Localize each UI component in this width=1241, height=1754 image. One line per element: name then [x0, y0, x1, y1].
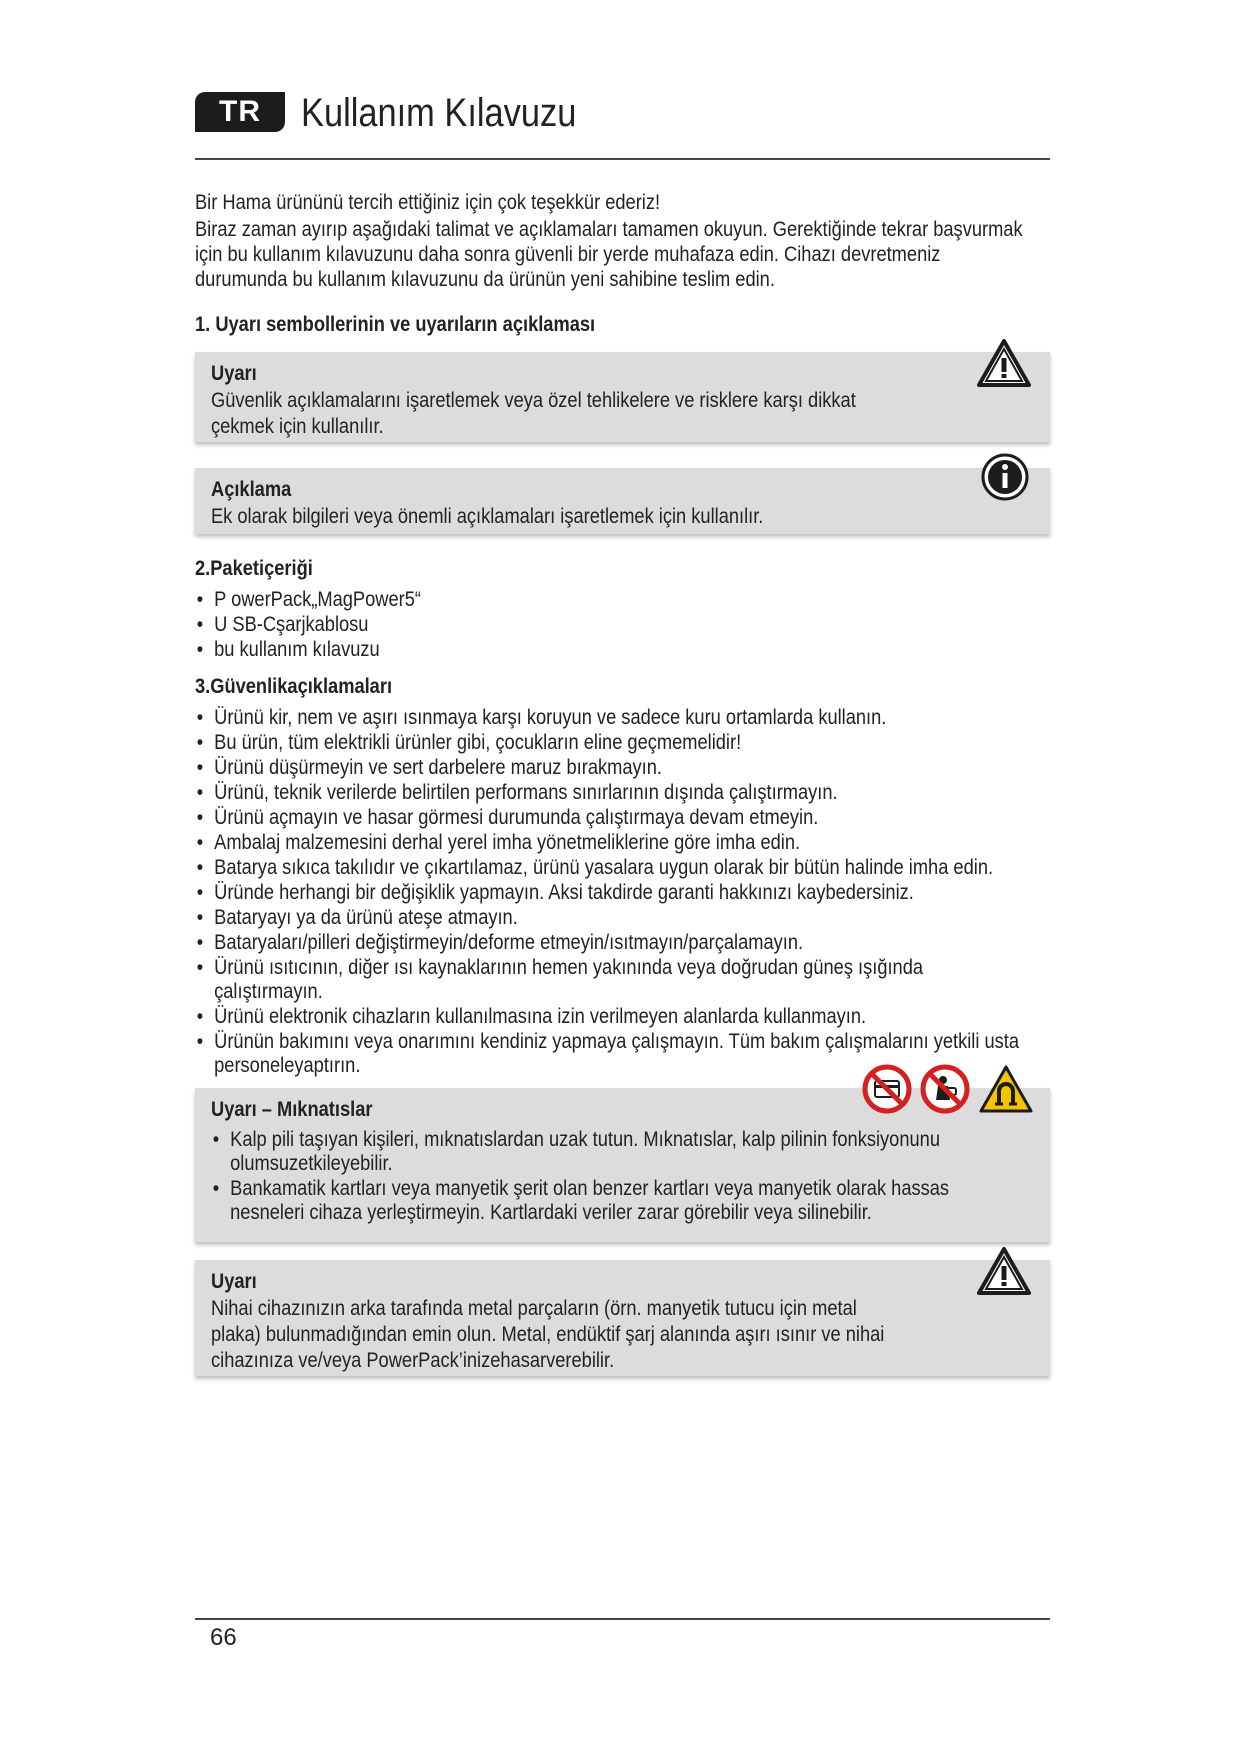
footer-rule	[195, 1618, 1050, 1620]
safety-list	[195, 706, 1050, 1078]
magnet-warning-icons	[862, 1064, 1034, 1114]
language-badge: TR	[195, 92, 285, 132]
final-warning-title: Uyarı	[211, 1270, 257, 1293]
main-content	[195, 190, 1050, 1376]
magnetic-field-warning-icon	[978, 1064, 1034, 1114]
list-item: • Ürünün bakımını veya onarımını kendiniz yapmaya çalışmayın. Tüm bakım çalışmalarını yetkili usta personeleyaptırın.	[195, 1030, 1032, 1078]
magnet-warning-title: Uyarı – Mıknatıslar	[211, 1098, 373, 1121]
page-title: Kullanım Kılavuzu	[301, 91, 577, 135]
section-1-heading: 1. Uyarı sembollerinin ve uyarıların açıklaması	[195, 313, 596, 336]
list-item: • Ambalaj malzemesini derhal yerel imha yönetmeliklerine göre imha edin.	[195, 831, 1047, 855]
final-warning-box	[195, 1260, 1050, 1376]
list-item: • Ürünü kir, nem ve aşırı ısınmaya karşı koruyun ve sadece kuru ortamlarda kullanın.	[195, 706, 1047, 730]
list-item: • Batarya sıkıca takılıdır ve çıkartılamaz, ürünü yasalara uygun olarak bir bütün halinde imha edin.	[195, 856, 1047, 880]
list-item: • Kalp pili taşıyan kişileri, mıknatıslardan uzak tutun. Mıknatıslar, kalp pilinin fonksiyonunu olumsuzetkileyebilir.	[211, 1128, 975, 1176]
warning-text: Güvenlik açıklamalarını işaretlemek veya özel tehlikelere ve risklere karşı dikkat çekmek için kullanılır.	[211, 389, 856, 438]
warning-triangle-icon	[976, 338, 1032, 388]
list-item: • Ürünü ısıtıcının, diğer ısı kaynaklarının hemen yakınında veya doğrudan güneş ışığında çalıştırmayın.	[195, 956, 958, 1004]
intro-instructions: Biraz zaman ayırıp aşağıdaki talimat ve açıklamaları tamamen okuyun. Gerektiğinde tekrar başvurmak için bu kullanım kılavuzunu daha sonra güvenli bir yerde muhafaza edin. Cihazı devretmeniz durumunda bu kullanım kılavuzunu da ürünün yeni sahibine teslim edin.	[195, 218, 1023, 291]
page-header	[195, 88, 1050, 160]
list-item: • P owerPack„MagPower5“	[195, 588, 1047, 612]
note-text: Ek olarak bilgileri veya önemli açıklamaları işaretlemek için kullanılır.	[211, 505, 764, 528]
list-item: • Ürünü açmayın ve hasar görmesi durumunda çalıştırmaya devam etmeyin.	[195, 806, 1047, 830]
list-item: • Ürünü, teknik verilerde belirtilen performans sınırlarının dışında çalıştırmayın.	[195, 781, 1047, 805]
intro-thanks: Bir Hama ürününü tercih ettiğiniz için çok teşekkür ederiz!	[195, 191, 661, 214]
list-item: • Üründe herhangi bir değişiklik yapmayın. Aksi takdirde garanti hakkınızı kaybedersiniz.	[195, 881, 1047, 905]
warning-box	[195, 352, 1050, 442]
page-number: 66	[210, 1624, 237, 1651]
list-item: • Bataryayı ya da ürünü ateşe atmayın.	[195, 906, 1047, 930]
note-box	[195, 468, 1050, 534]
no-pacemaker-icon	[920, 1064, 970, 1114]
warning-title: Uyarı	[211, 362, 257, 385]
magnet-warning-box	[195, 1088, 1050, 1242]
list-item: • Bataryaları/pilleri değiştirmeyin/deforme etmeyin/ısıtmayın/parçalamayın.	[195, 931, 1047, 955]
final-warning-text: Nihai cihazınızın arka tarafında metal parçaların (örn. manyetik tutucu için metal plaka) bulunmadığından emin olun. Metal, endüktif şarj alanında aşırı ısınır ve nihai cihazınıza ve/veya PowerPack’inizehasarverebilir.	[211, 1297, 885, 1372]
note-title: Açıklama	[211, 478, 292, 501]
list-item: • Bu ürün, tüm elektrikli ürünler gibi, çocukların eline geçmemelidir!	[195, 731, 1047, 755]
info-icon	[980, 452, 1030, 502]
package-contents-list	[195, 588, 1050, 662]
intro	[195, 190, 1050, 292]
list-item: • U SB-Cşarjkablosu	[195, 613, 1047, 637]
warning-triangle-icon	[976, 1246, 1032, 1296]
no-magnetic-cards-icon	[862, 1064, 912, 1114]
list-item: • Ürünü düşürmeyin ve sert darbelere maruz bırakmayın.	[195, 756, 1047, 780]
section-3-heading: 3.Güvenlikaçıklamaları	[195, 675, 393, 698]
section-2-heading: 2.Paketiçeriği	[195, 557, 313, 580]
magnet-warning-list	[211, 1128, 1034, 1225]
list-item: • Bankamatik kartları veya manyetik şerit olan benzer kartları veya manyetik olarak hassas nesneleri cihaza yerleştirmeyin. Kartlardaki veriler zarar görebilir veya silinebilir.	[211, 1177, 1018, 1225]
list-item: • Ürünü elektronik cihazların kullanılmasına izin verilmeyen alanlarda kullanmayın.	[195, 1005, 1047, 1029]
list-item: • bu kullanım kılavuzu	[195, 638, 1047, 662]
